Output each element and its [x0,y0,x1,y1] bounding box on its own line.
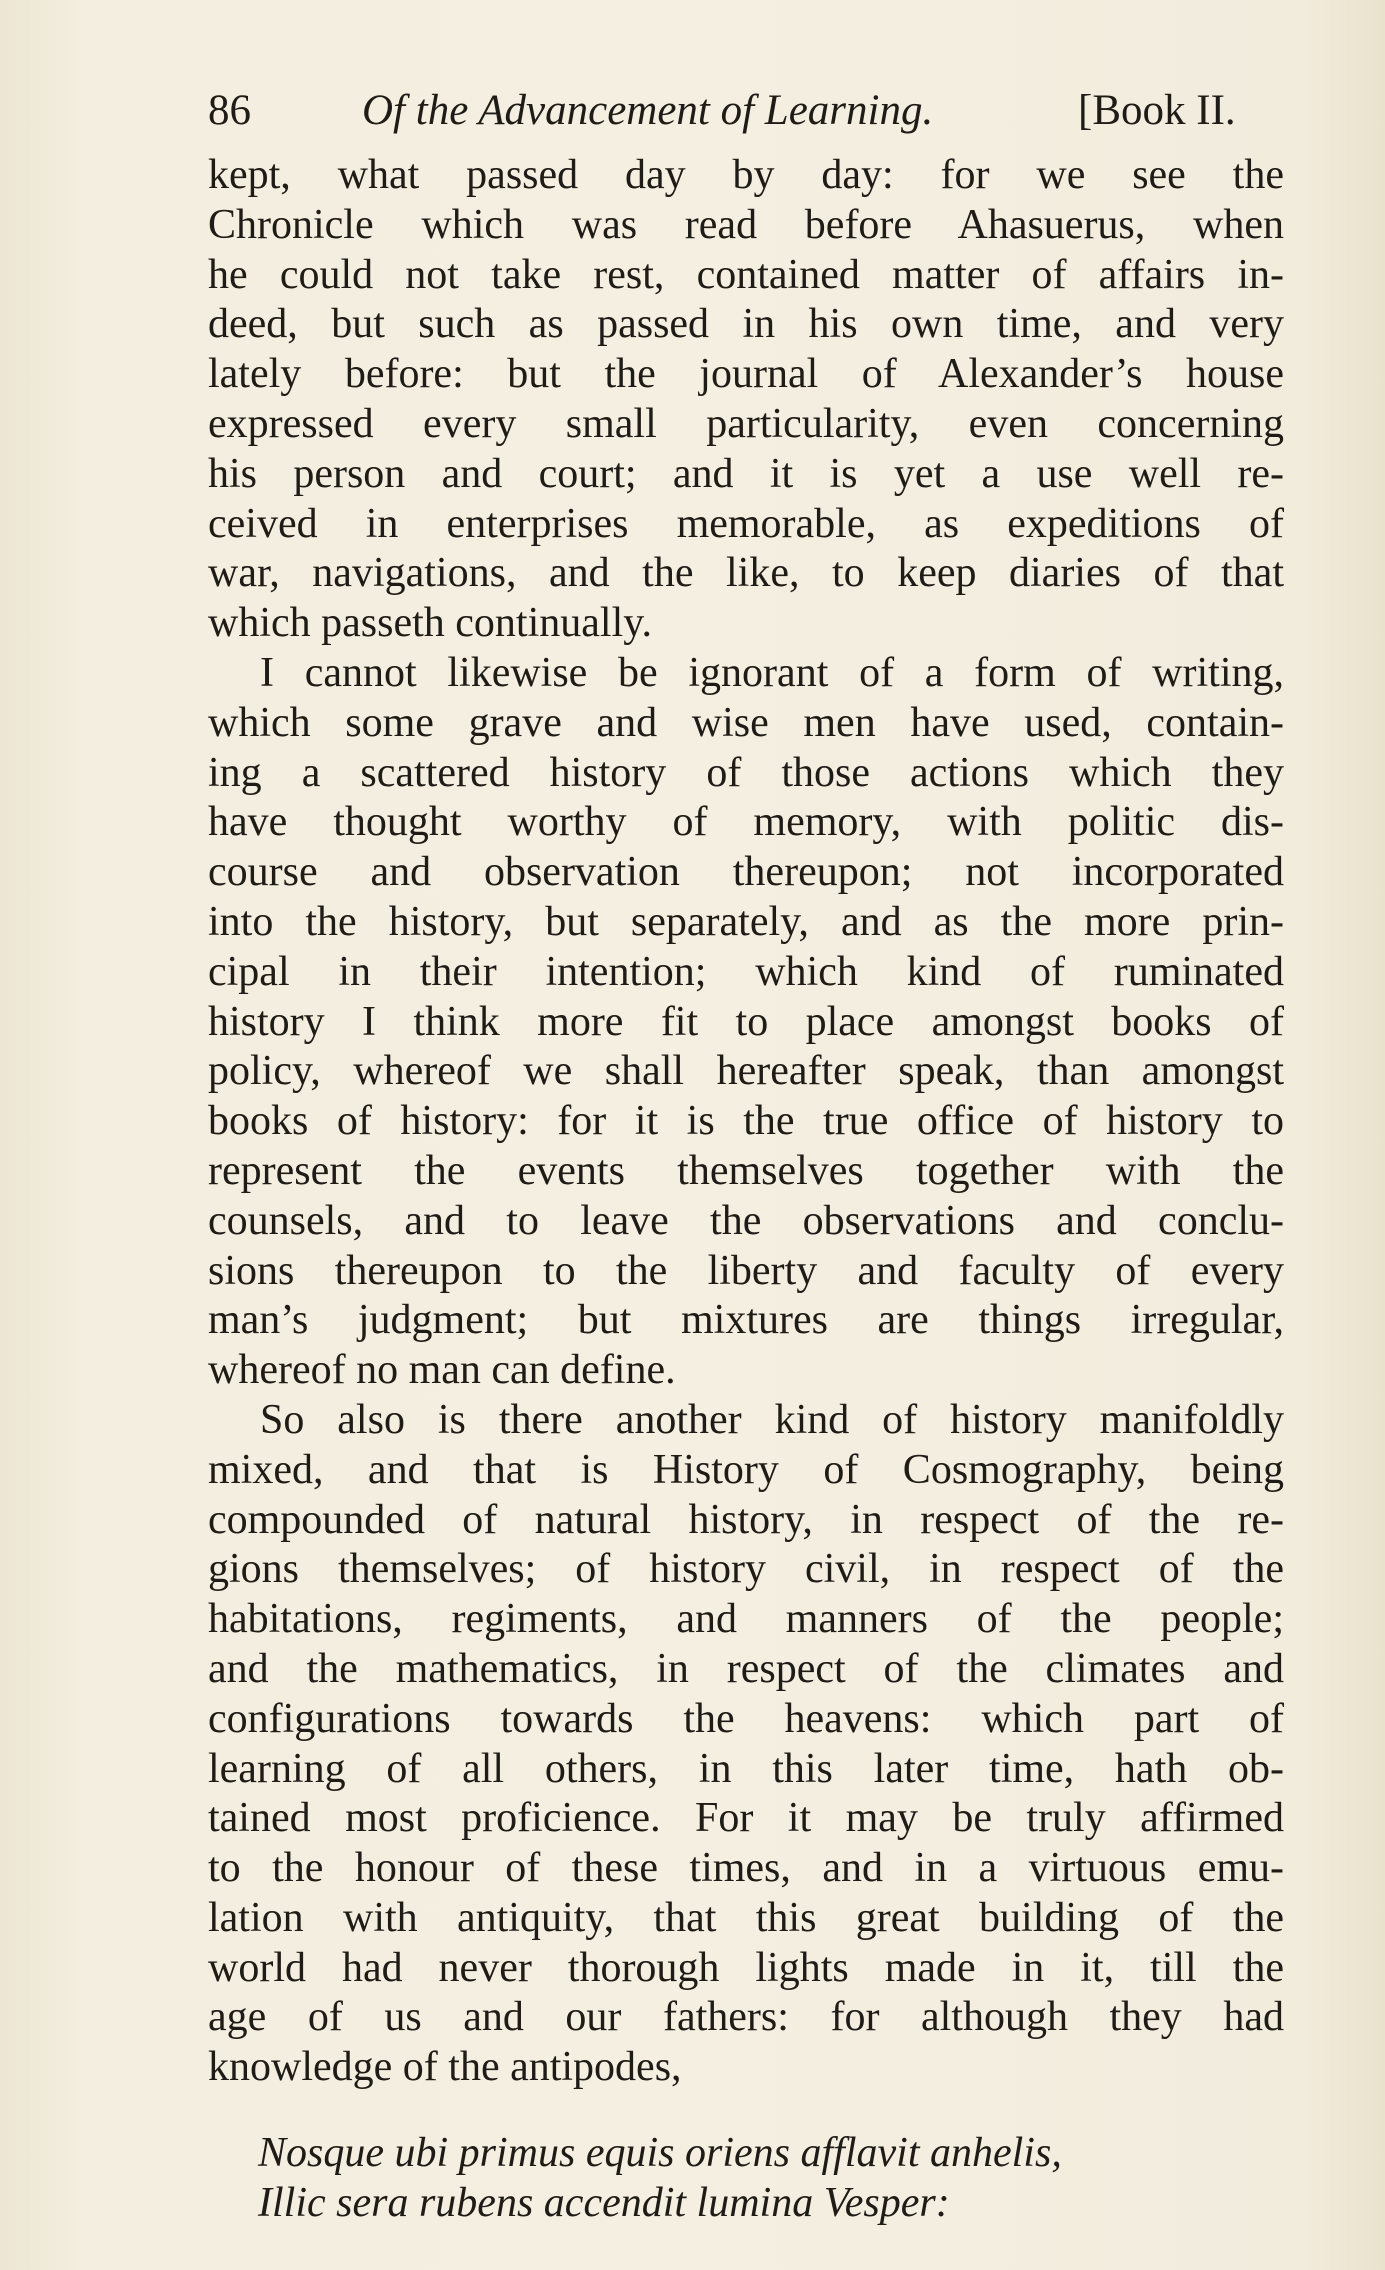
text-line: have thought worthy of memory, with politic dis- [208,799,1284,846]
text-line: books of history: for it is the true office of history to [208,1098,1284,1145]
text-line: habitations, regiments, and manners of the people; [208,1596,1284,1643]
text-line: age of us and our fathers: for although they had [208,1994,1284,2041]
text-line: man’s judgment; but mixtures are things irregular, [208,1297,1284,1344]
text-line: policy, whereof we shall hereafter speak, than amongst [208,1048,1284,1095]
text-line: cipal in their intention; which kind of ruminated [208,948,1284,995]
text-line: sions thereupon to the liberty and faculty of every [208,1247,1284,1294]
page-number: 86 [208,87,251,134]
text-line: counsels, and to leave the observations and conclu- [208,1197,1284,1244]
text-line: kept, what passed day by day: for we see the [208,152,1284,198]
text-line: expressed every small particularity, even concerning [208,400,1284,447]
latin-verse-quote [258,2128,1258,2228]
running-title: Of the Advancement of Learning. [362,87,934,134]
text-line: mixed, and that is History of Cosmography, being [208,1446,1284,1493]
text-line: war, navigations, and the like, to keep diaries of that [208,550,1284,597]
text-line: gions themselves; of history civil, in respect of the [208,1546,1284,1593]
text-line: course and observation thereupon; not incorporated [208,849,1284,896]
text-line: and the mathematics, in respect of the climates and [208,1645,1284,1692]
text-line: learning of all others, in this later time, hath ob- [208,1745,1284,1792]
book-label: [Book II. [1078,87,1236,134]
text-line: lation with antiquity, that this great building of the [208,1894,1284,1941]
verse-line: Illic sera rubens accendit lumina Vesper: [258,2180,950,2226]
text-line: which passeth continually. [208,600,653,647]
text-line: ceived in enterprises memorable, as expeditions of [208,500,1284,547]
text-line: into the history, but separately, and as the more prin- [208,898,1284,945]
text-line: represent the events themselves together with the [208,1147,1284,1194]
text-line: tained most proficience. For it may be truly affirmed [208,1795,1284,1842]
text-line: ing a scattered history of those actions which they [208,749,1284,796]
text-line: he could not take rest, contained matter of affairs in- [208,251,1284,298]
text-line: which some grave and wise men have used, contain- [208,699,1284,746]
text-line: world had never thorough lights made in it, till the [208,1944,1284,1991]
text-line: whereof no man can define. [208,1347,676,1394]
text-line: configurations towards the heavens: which part of [208,1695,1284,1742]
text-line: his person and court; and it is yet a use well re- [208,450,1284,497]
text-line: to the honour of these times, and in a virtuous emu- [208,1845,1284,1892]
text-line: deed, but such as passed in his own time, and very [208,301,1284,348]
text-line: compounded of natural history, in respect of the re- [208,1496,1284,1543]
text-line: Chronicle which was read before Ahasuerus, when [208,201,1284,248]
verse-line: Nosque ubi primus equis oriens afflavit anhelis, [258,2130,1062,2176]
text-line: history I think more fit to place amongst books of [208,998,1284,1045]
body-text [208,151,1284,2093]
paragraph-start: So also is there another kind of history manifoldly [260,1396,1284,1443]
text-line: lately before: but the journal of Alexander’s house [208,351,1284,398]
text-line: knowledge of the antipodes, [208,2044,682,2091]
running-header [208,76,1288,146]
paragraph-start: I cannot likewise be ignorant of a form of writing, [260,649,1284,696]
